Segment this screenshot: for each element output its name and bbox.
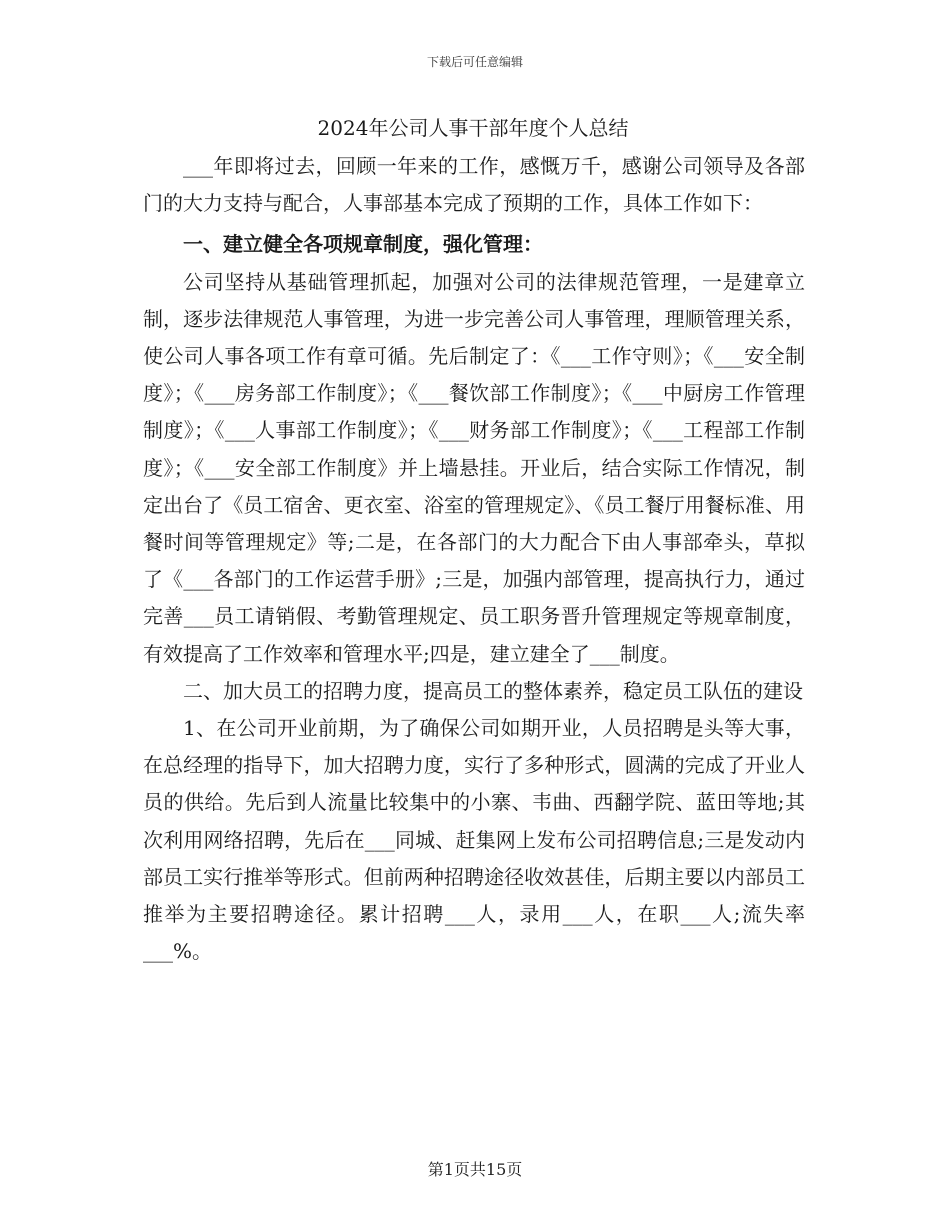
page-footer: 第1页共15页 [427, 1160, 523, 1179]
section-2-paragraph: 1、在公司开业前期，为了确保公司如期开业，人员招聘是头等大事，在总经理的指导下，加大招聘力度，实行了多种形式，圆满的完成了开业人员的供给。先后到人流量比较集中的小寨、韦曲、西翻学院、蓝田等地;其次利用网络招聘，先后在___同城、赶集网上发布公司招聘信息;三是发动内部员工实行推举等形式。但前两种招聘途径收效甚佳，后期主要以内部员工推举为主要招聘途径。累计招聘___人，录用___人，在职___人;流失率___%。 [143, 716, 805, 964]
intro-paragraph: ___年即将过去，回顾一年来的工作，感慨万千，感谢公司领导及各部门的大力支持与配合，人事部基本完成了预期的工作，具体工作如下： [143, 154, 805, 216]
section-heading-1: 一、建立健全各项规章制度，强化管理： [183, 232, 543, 257]
section-heading-2: 二、加大员工的招聘力度，提高员工的整体素养，稳定员工队伍的建设 [183, 678, 803, 703]
page-title: 2024年公司人事干部年度个人总结 [317, 116, 629, 140]
header-note: 下载后可任意编辑 [426, 55, 523, 69]
document-body [143, 148, 805, 970]
section-1-paragraph: 公司坚持从基础管理抓起，加强对公司的法律规范管理，一是建章立制，逐步法律规范人事管理，为进一步完善公司人事管理，理顺管理关系，使公司人事各项工作有章可循。先后制定了：《___工作守则》；《___安全制度》；《___房务部工作制度》；《___餐饮部工作制度》；《___中厨房工作管理制度》；《___人事部工作制度》；《___财务部工作制度》；《___工程部工作制度》；《___安全部工作制度》并上墙悬挂。开业后，结合实际工作情况，制定出台了《员工宿舍、更衣室、浴室的管理规定》、《员工餐厅用餐标准、用餐时间等管理规定》等;二是，在各部门的大力配合下由人事部牵头，草拟了《___各部门的工作运营手册》;三是，加强内部管理，提高执行力，通过完善___员工请销假、考勤管理规定、员工职务晋升管理规定等规章制度，有效提高了工作效率和管理水平;四是，建立建全了___制度。 [143, 269, 805, 666]
